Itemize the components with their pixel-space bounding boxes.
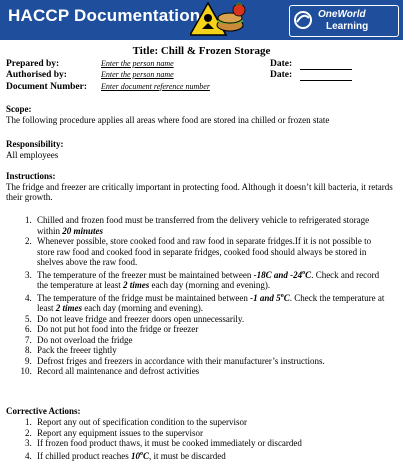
document-number-label: Document Number:: [6, 82, 87, 92]
list-item: 4. If chilled product reaches 10$^o$C, it must be discarded: [34, 449, 389, 461]
list-item: 10. Record all maintenance and defrost activities: [34, 366, 389, 377]
corrective-actions-list: [0, 417, 389, 461]
list-item: 1. Report any out of specification condition to the supervisor: [34, 417, 389, 428]
date-row-1: [270, 59, 292, 69]
list-item: 2. Report any equipment issues to the supervisor: [34, 428, 389, 439]
list-item: 1. Chilled and frozen food must be transferred from the delivery vehicle to refrigerated storage within 20 minutes: [34, 215, 389, 236]
list-item: 5. Do not leave fridge and freezer doors open unnecessarily.: [34, 314, 389, 325]
instructions-intro: The fridge and freezer are critically important in protecting food. Although it doesn’t kill bacteria, it retards their growth.: [6, 182, 397, 203]
document-title: Title: Chill & Frozen Storage: [0, 45, 403, 57]
header-title: HACCP Documentation: [8, 6, 200, 26]
list-item: 8. Pack the freeer tightly: [34, 345, 389, 356]
list-item: 7. Do not overload the fridge: [34, 335, 389, 346]
instructions-section: [6, 171, 397, 203]
authorised-by-label: Authorised by:: [6, 70, 67, 80]
list-item: 3. If frozen food product thaws, it must be cooked immediately or discarded: [34, 438, 389, 449]
scope-text: The following procedure applies all areas where food are stored ina chilled or frozen state: [6, 115, 397, 126]
responsibility-text: All employees: [6, 150, 397, 161]
prepared-by-label: Prepared by:: [6, 59, 59, 69]
document-number-row: [6, 82, 87, 92]
date-field-2[interactable]: [300, 80, 352, 81]
list-item: 2. Whenever possible, store cooked food and raw food in separate fridges.If it is not possible to store raw food and cooked food in separate fridges, cooked food should always be stored in shelves above the raw food.: [34, 236, 389, 268]
responsibility-heading: Responsibility:: [6, 139, 397, 150]
logo-line-2: Learning: [326, 21, 368, 32]
document-number-value[interactable]: Enter document reference number: [101, 82, 210, 91]
hazard-food-illustration: [190, 1, 246, 39]
corrective-actions-heading-wrap: [6, 406, 397, 417]
header-banner: [0, 0, 403, 40]
authorised-by-row: [6, 70, 67, 80]
list-item: 6. Do not put hot food into the fridge or freezer: [34, 324, 389, 335]
authorised-by-value[interactable]: Enter the person name: [101, 70, 174, 79]
instructions-heading: Instructions:: [6, 171, 397, 182]
date-label-1: Date:: [270, 59, 292, 69]
date-field-1[interactable]: [300, 69, 352, 70]
logo-line-1: OneWorld: [318, 9, 366, 20]
swirl-logo-icon: [293, 10, 313, 30]
list-item: 3. The temperature of the freezer must be maintained between -18C and -24$^o$C. Check and record the temperature at least 2 times each day (morning and evening).: [34, 268, 389, 291]
list-item: 4. The temperature of the fridge must be maintained between -1 and 5$^o$C. Check the temperature at least 2 times each day (morning and evening).: [34, 291, 389, 314]
date-row-2: [270, 70, 292, 80]
responsibility-section: [6, 139, 397, 160]
instructions-list: [0, 215, 389, 377]
date-label-2: Date:: [270, 70, 292, 80]
list-item: 9. Defrost friges and freezers in accordance with their manufacturer’s instructions.: [34, 356, 389, 367]
prepared-by-row: [6, 59, 59, 69]
tomato-icon: [233, 4, 245, 16]
prepared-by-value[interactable]: Enter the person name: [101, 59, 174, 68]
scope-section: [6, 104, 397, 125]
corrective-actions-heading: Corrective Actions:: [6, 406, 397, 417]
scope-heading: Scope:: [6, 104, 397, 115]
oneworld-learning-logo: [289, 5, 399, 37]
